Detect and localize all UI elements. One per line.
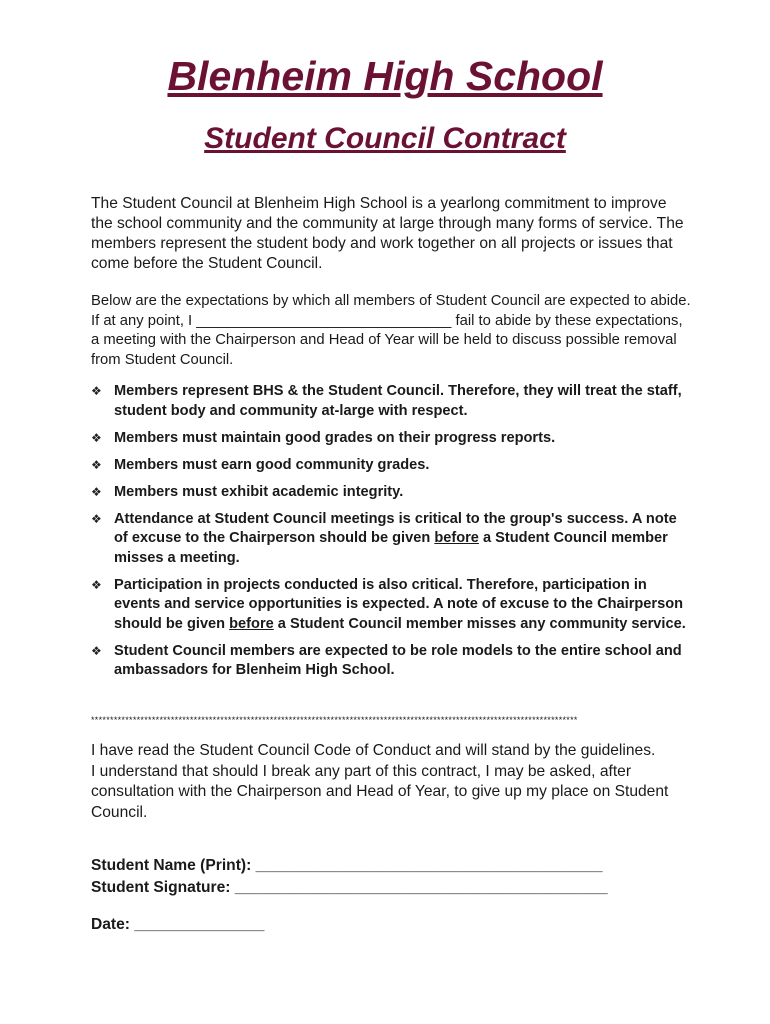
diamond-bullet-icon: ❖ xyxy=(91,643,102,658)
acknowledgement-line: I understand that should I break any part of this contract, I may be asked, after consultation with the Chairperson and Head of Year, to give up my place on Student Council. xyxy=(91,762,669,821)
student-name-row xyxy=(91,856,711,876)
rule-text-part: a Student Council member misses any community service. xyxy=(273,615,686,632)
student-signature-row xyxy=(91,878,711,898)
student-signature-field[interactable]: ___________________________________________ xyxy=(234,879,608,896)
rule-text-part: a Student Council member misses a meeting. xyxy=(114,530,668,566)
list-item xyxy=(91,483,691,503)
expectations-text-end: fail to abide by these expectations, a meeting with the Chairperson and Head of Year will be held to discuss possible removal from Student Council. xyxy=(91,312,683,368)
diamond-bullet-icon: ❖ xyxy=(91,457,102,472)
underlined-word: before xyxy=(434,530,479,546)
student-name-label: Student Name (Print): xyxy=(91,857,256,874)
contract-subtitle: Student Council Contract xyxy=(204,122,566,155)
list-item-text xyxy=(114,576,691,635)
list-item-text: Members represent BHS & the Student Council. Therefore, they will treat the staff, student body and community at-large with respect. xyxy=(114,383,682,419)
rule-text-part: Attendance at Student Council meetings is critical to the group's success. A note of excuse to the Chairperson should be given xyxy=(114,510,677,546)
list-item xyxy=(91,456,691,476)
expectations-text-start: Below are the expectations by which all members of Student Council are expected to abide. If at any point, I xyxy=(91,293,691,329)
school-title: Blenheim High School xyxy=(167,53,603,99)
expectations-list xyxy=(91,382,691,688)
diamond-bullet-icon: ❖ xyxy=(91,484,102,499)
list-item xyxy=(91,382,691,421)
list-item xyxy=(91,642,691,681)
date-label: Date: xyxy=(91,916,135,933)
intro-paragraph: The Student Council at Blenheim High School is a yearlong commitment to improve the school community and the community at large through many forms of service. The members represent the student body and work together on all projects or issues that come before the Student Council. xyxy=(91,195,684,272)
expectations-paragraph xyxy=(91,292,691,370)
diamond-bullet-icon: ❖ xyxy=(91,577,102,592)
list-item xyxy=(91,429,691,449)
date-row xyxy=(91,915,711,935)
list-item-text: Members must exhibit academic integrity. xyxy=(114,483,404,500)
date-field[interactable]: _______________ xyxy=(134,916,265,933)
acknowledgement-paragraph xyxy=(91,741,691,823)
student-signature-label: Student Signature: xyxy=(91,879,235,896)
diamond-bullet-icon: ❖ xyxy=(91,384,102,398)
asterisk-separator: ******************************************************************************************************************************** xyxy=(91,715,578,725)
list-item xyxy=(91,510,691,569)
list-item-text: Members must earn good community grades. xyxy=(114,456,430,473)
acknowledgement-line: I have read the Student Council Code of Conduct and will stand by the guidelines. xyxy=(91,742,656,759)
list-item-text xyxy=(114,510,691,569)
list-item xyxy=(91,576,691,635)
underlined-word: before xyxy=(229,615,274,632)
diamond-bullet-icon: ❖ xyxy=(91,511,102,526)
member-name-blank[interactable]: _______________________________ xyxy=(196,312,452,329)
list-item-text: Members must maintain good grades on their progress reports. xyxy=(114,429,556,446)
diamond-bullet-icon: ❖ xyxy=(91,430,102,445)
list-item-text: Student Council members are expected to be role models to the entire school and ambassadors for Blenheim High School. xyxy=(114,642,682,678)
student-name-field[interactable]: ________________________________________ xyxy=(255,857,603,874)
rule-text-part: Participation in projects conducted is also critical. Therefore, participation in events and service opportunities is expected. A note of excuse to the Chairperson should be given xyxy=(114,576,684,632)
